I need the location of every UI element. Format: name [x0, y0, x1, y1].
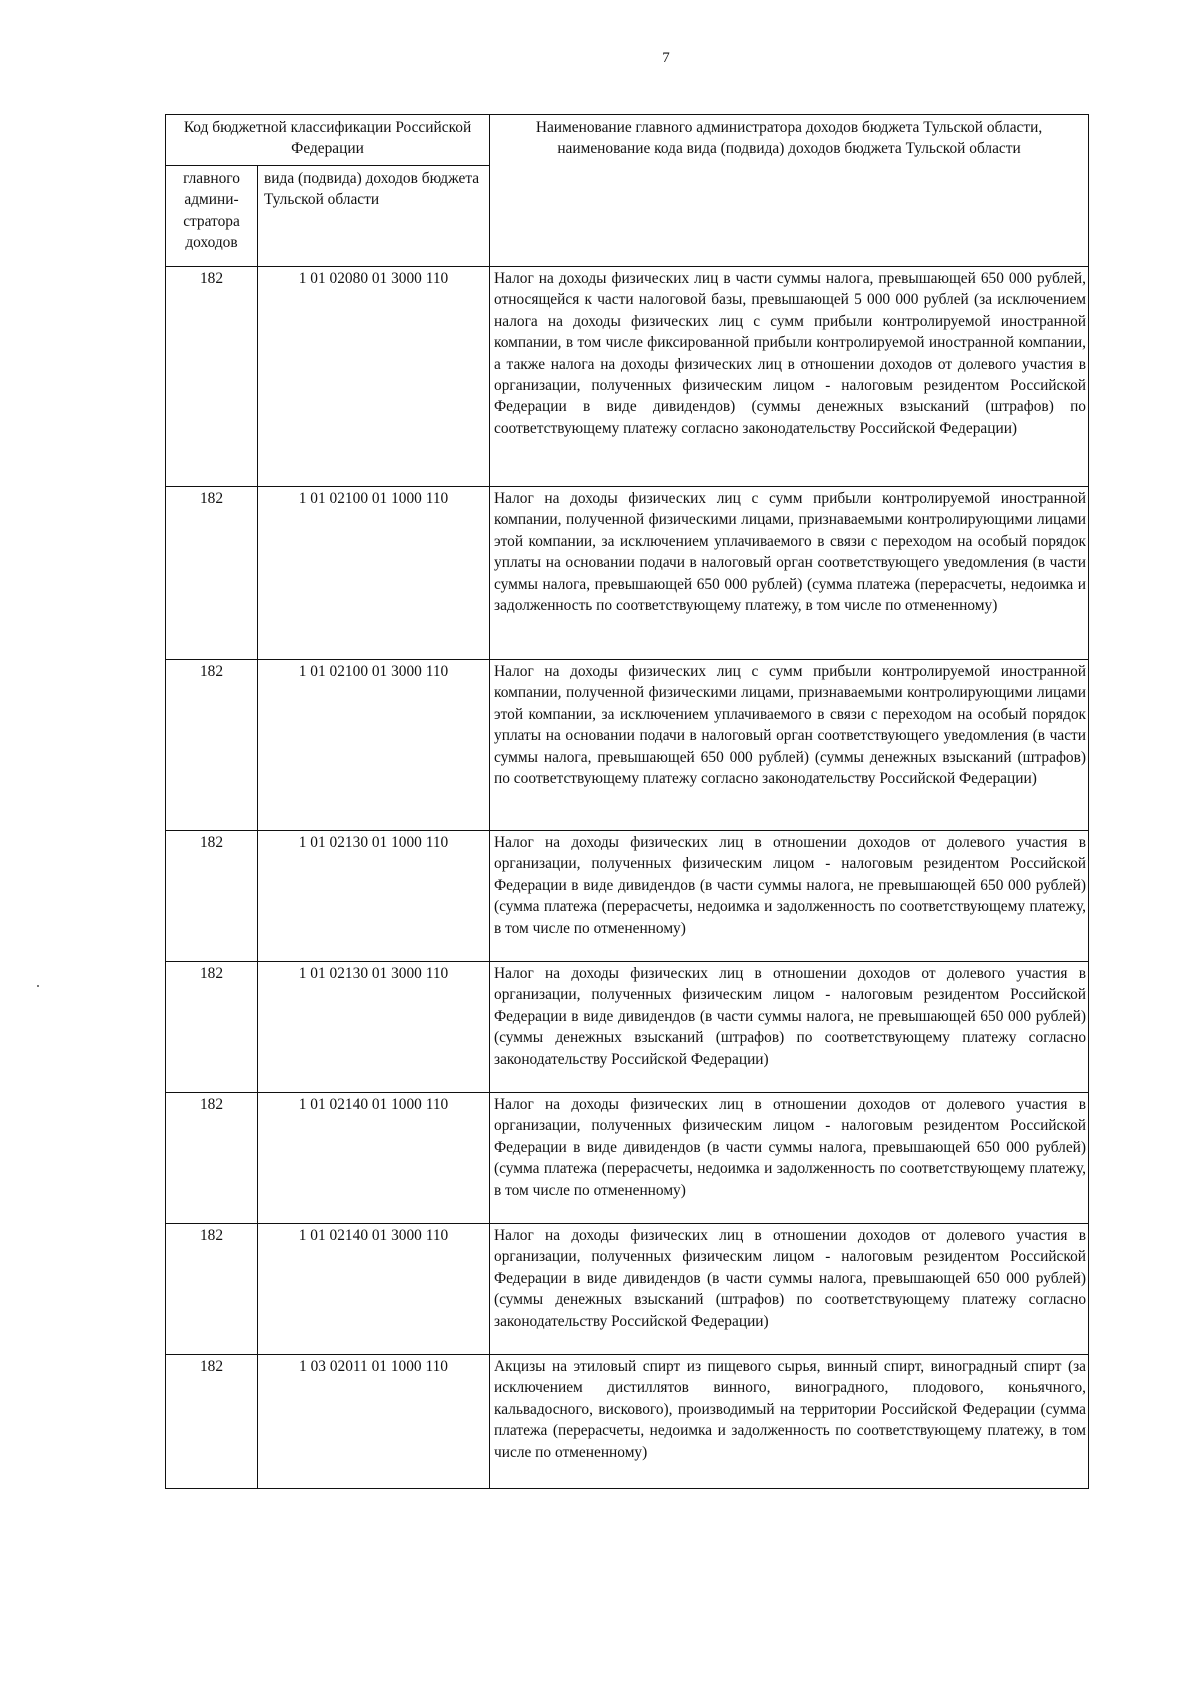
page-number: 7 [662, 50, 670, 66]
table-row [166, 962, 1089, 1093]
row-income-code: 1 01 02100 01 3000 110 [258, 660, 490, 831]
row-administrator-code: 182 [166, 831, 258, 962]
row-administrator-code: 182 [166, 1224, 258, 1355]
row-income-code: 1 01 02080 01 3000 110 [258, 267, 490, 487]
table-row [166, 660, 1089, 831]
row-description: Налог на доходы физических лиц в отношении доходов от долевого участия в организации, полученных физическим лицом - налоговым резидентом Российской Федерации в виде дивидендов (в части суммы налога, превышающей 650 000 рублей) (суммы денежных взысканий (штрафов) по соответствующему платежу согласно законодательству Российской Федерации) [490, 1224, 1089, 1355]
budget-classification-table [165, 114, 1089, 1489]
row-description: Налог на доходы физических лиц с сумм прибыли контролируемой иностранной компании, полученной физическими лицами, признаваемыми контролирующими лицами этой компании, за исключением уплачиваемого в связи с переходом на особый порядок уплаты на основании подачи в налоговый орган соответствующего уведомления (в части суммы налога, превышающей 650 000 рублей) (сумма платежа (перерасчеты, недоимка и задолженность по соответствующему платежу, в том числе по отмененному) [490, 487, 1089, 660]
row-administrator-code: 182 [166, 1355, 258, 1489]
table-row [166, 1355, 1089, 1489]
row-income-code: 1 01 02100 01 1000 110 [258, 487, 490, 660]
row-administrator-code: 182 [166, 267, 258, 487]
table-header-row [166, 115, 1089, 166]
header-budget-code: Код бюджетной классификации Российской Федерации [166, 115, 490, 166]
scan-mark [37, 985, 39, 987]
row-administrator-code: 182 [166, 487, 258, 660]
header-main-administrator: главного админи-стратора доходов [166, 166, 258, 267]
row-administrator-code: 182 [166, 660, 258, 831]
row-income-code: 1 03 02011 01 1000 110 [258, 1355, 490, 1489]
row-income-code: 1 01 02140 01 1000 110 [258, 1093, 490, 1224]
row-description: Налог на доходы физических лиц в отношении доходов от долевого участия в организации, полученных физическим лицом - налоговым резидентом Российской Федерации в виде дивидендов (в части суммы налога, не превышающей 650 000 рублей) (суммы денежных взысканий (штрафов) по соответствующему платежу согласно законодательству Российской Федерации) [490, 962, 1089, 1093]
header-administrator-name: Наименование главного администратора доходов бюджета Тульской области, наименование кода вида (подвида) доходов бюджета Тульской области [490, 115, 1089, 267]
table-row [166, 487, 1089, 660]
row-description: Акцизы на этиловый спирт из пищевого сырья, винный спирт, виноградный спирт (за исключением дистиллятов винного, виноградного, плодового, коньячного, кальвадосного, вискового), производимый на территории Российской Федерации (сумма платежа (перерасчеты, недоимка и задолженность по соответствующему платежу, в том числе по отмененному) [490, 1355, 1089, 1489]
row-income-code: 1 01 02130 01 3000 110 [258, 962, 490, 1093]
row-income-code: 1 01 02130 01 1000 110 [258, 831, 490, 962]
row-administrator-code: 182 [166, 1093, 258, 1224]
row-description: Налог на доходы физических лиц с сумм прибыли контролируемой иностранной компании, полученной физическими лицами, признаваемыми контролирующими лицами этой компании, за исключением уплачиваемого в связи с переходом на особый порядок уплаты на основании подачи в налоговый орган соответствующего уведомления (в части суммы налога, превышающей 650 000 рублей) (суммы денежных взысканий (штрафов) по соответствующему платежу согласно законодательству Российской Федерации) [490, 660, 1089, 831]
table-row [166, 1224, 1089, 1355]
header-income-type-code: вида (подвида) доходов бюджета Тульской области [258, 166, 490, 267]
row-administrator-code: 182 [166, 962, 258, 1093]
table-row [166, 1093, 1089, 1224]
table-row [166, 267, 1089, 487]
row-description: Налог на доходы физических лиц в отношении доходов от долевого участия в организации, полученных физическим лицом - налоговым резидентом Российской Федерации в виде дивидендов (в части суммы налога, не превышающей 650 000 рублей) (сумма платежа (перерасчеты, недоимка и задолженность по соответствующему платежу, в том числе по отмененному) [490, 831, 1089, 962]
table-row [166, 831, 1089, 962]
row-description: Налог на доходы физических лиц в отношении доходов от долевого участия в организации, полученных физическим лицом - налоговым резидентом Российской Федерации в виде дивидендов (в части суммы налога, превышающей 650 000 рублей) (сумма платежа (перерасчеты, недоимка и задолженность по соответствующему платежу, в том числе по отмененному) [490, 1093, 1089, 1224]
row-income-code: 1 01 02140 01 3000 110 [258, 1224, 490, 1355]
row-description: Налог на доходы физических лиц в части суммы налога, превышающей 650 000 рублей, относящейся к части налоговой базы, превышающей 5 000 000 рублей (за исключением налога на доходы физических лиц с сумм прибыли контролируемой иностранной компании, в том числе фиксированной прибыли контролируемой иностранной компании, а также налога на доходы физических лиц в отношении доходов от долевого участия в организации, полученных физическим лицом - налоговым резидентом Российской Федерации в виде дивидендов) (суммы денежных взысканий (штрафов) по соответствующему платежу согласно законодательству Российской Федерации) [490, 267, 1089, 487]
